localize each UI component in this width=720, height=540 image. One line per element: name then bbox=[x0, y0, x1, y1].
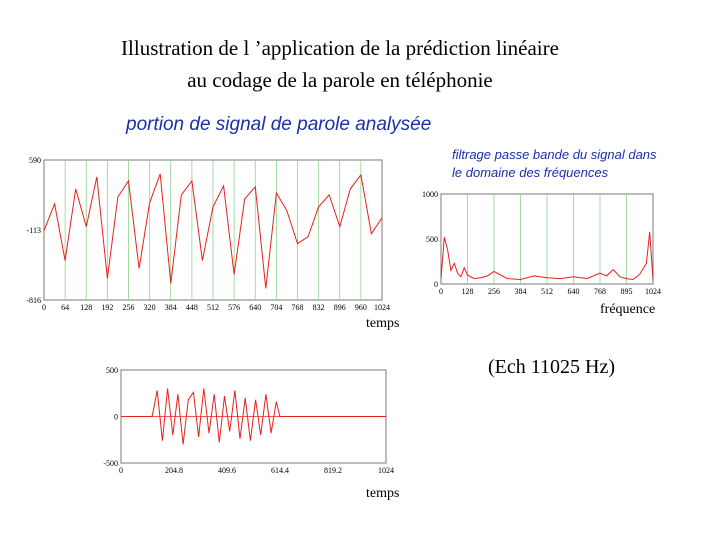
x-tick-label: 819.2 bbox=[324, 466, 342, 475]
x-tick-label: 448 bbox=[185, 303, 198, 312]
x-tick-label: 1024 bbox=[645, 287, 661, 296]
x-tick-label: 512 bbox=[207, 303, 219, 312]
y-tick-label: 590 bbox=[29, 156, 41, 165]
x-tick-label: 409.6 bbox=[218, 466, 236, 475]
title-line-2: au codage de la parole en téléphonie bbox=[187, 68, 493, 92]
x-tick-label: 0 bbox=[119, 466, 123, 475]
y-tick-label: -500 bbox=[103, 459, 118, 468]
x-tick-label: 64 bbox=[61, 303, 70, 312]
x-tick-label: 960 bbox=[354, 303, 367, 312]
x-tick-label: 640 bbox=[249, 303, 262, 312]
chart2-title: filtrage passe bande du signal dans le domaine des fréquences bbox=[452, 147, 657, 180]
x-tick-label: 1024 bbox=[374, 303, 390, 312]
x-tick-label: 0 bbox=[42, 303, 46, 312]
chart-3 bbox=[103, 366, 394, 475]
chart1-xlabel: temps bbox=[366, 316, 400, 331]
y-tick-label: -113 bbox=[26, 226, 41, 235]
chart2-xlabel: fréquence bbox=[600, 302, 656, 317]
x-tick-label: 384 bbox=[514, 287, 527, 296]
y-tick-label: 1000 bbox=[422, 190, 438, 199]
x-tick-label: 320 bbox=[143, 303, 156, 312]
x-tick-label: 192 bbox=[101, 303, 114, 312]
y-tick-label: -816 bbox=[26, 296, 41, 305]
x-tick-label: 614.4 bbox=[271, 466, 289, 475]
x-tick-label: 768 bbox=[594, 287, 606, 296]
x-tick-label: 256 bbox=[488, 287, 500, 296]
x-tick-label: 704 bbox=[270, 303, 283, 312]
chart3-xlabel: temps bbox=[366, 486, 400, 501]
y-tick-label: 500 bbox=[106, 366, 118, 375]
x-tick-label: 512 bbox=[541, 287, 553, 296]
x-tick-label: 768 bbox=[291, 303, 304, 312]
x-tick-label: 832 bbox=[312, 303, 325, 312]
chart1-title: portion de signal de parole analysée bbox=[126, 114, 432, 135]
x-tick-label: 384 bbox=[164, 303, 177, 312]
x-tick-label: 256 bbox=[122, 303, 135, 312]
x-tick-label: 0 bbox=[439, 287, 443, 296]
chart-2 bbox=[422, 190, 661, 296]
x-tick-label: 1024 bbox=[378, 466, 394, 475]
x-tick-label: 895 bbox=[620, 287, 633, 296]
x-tick-label: 204.8 bbox=[165, 466, 183, 475]
x-tick-label: 576 bbox=[228, 303, 241, 312]
y-tick-label: 0 bbox=[434, 280, 438, 289]
title-line-1: Illustration de l ’application de la prédiction linéaire bbox=[121, 36, 559, 60]
sampling-rate-note: (Ech 11025 Hz) bbox=[488, 356, 615, 378]
x-tick-label: 128 bbox=[80, 303, 93, 312]
x-tick-label: 640 bbox=[567, 287, 580, 296]
x-tick-label: 128 bbox=[461, 287, 474, 296]
chart-1 bbox=[26, 156, 390, 312]
y-tick-label: 500 bbox=[426, 235, 438, 244]
x-tick-label: 896 bbox=[333, 303, 346, 312]
y-tick-label: 0 bbox=[114, 412, 118, 422]
